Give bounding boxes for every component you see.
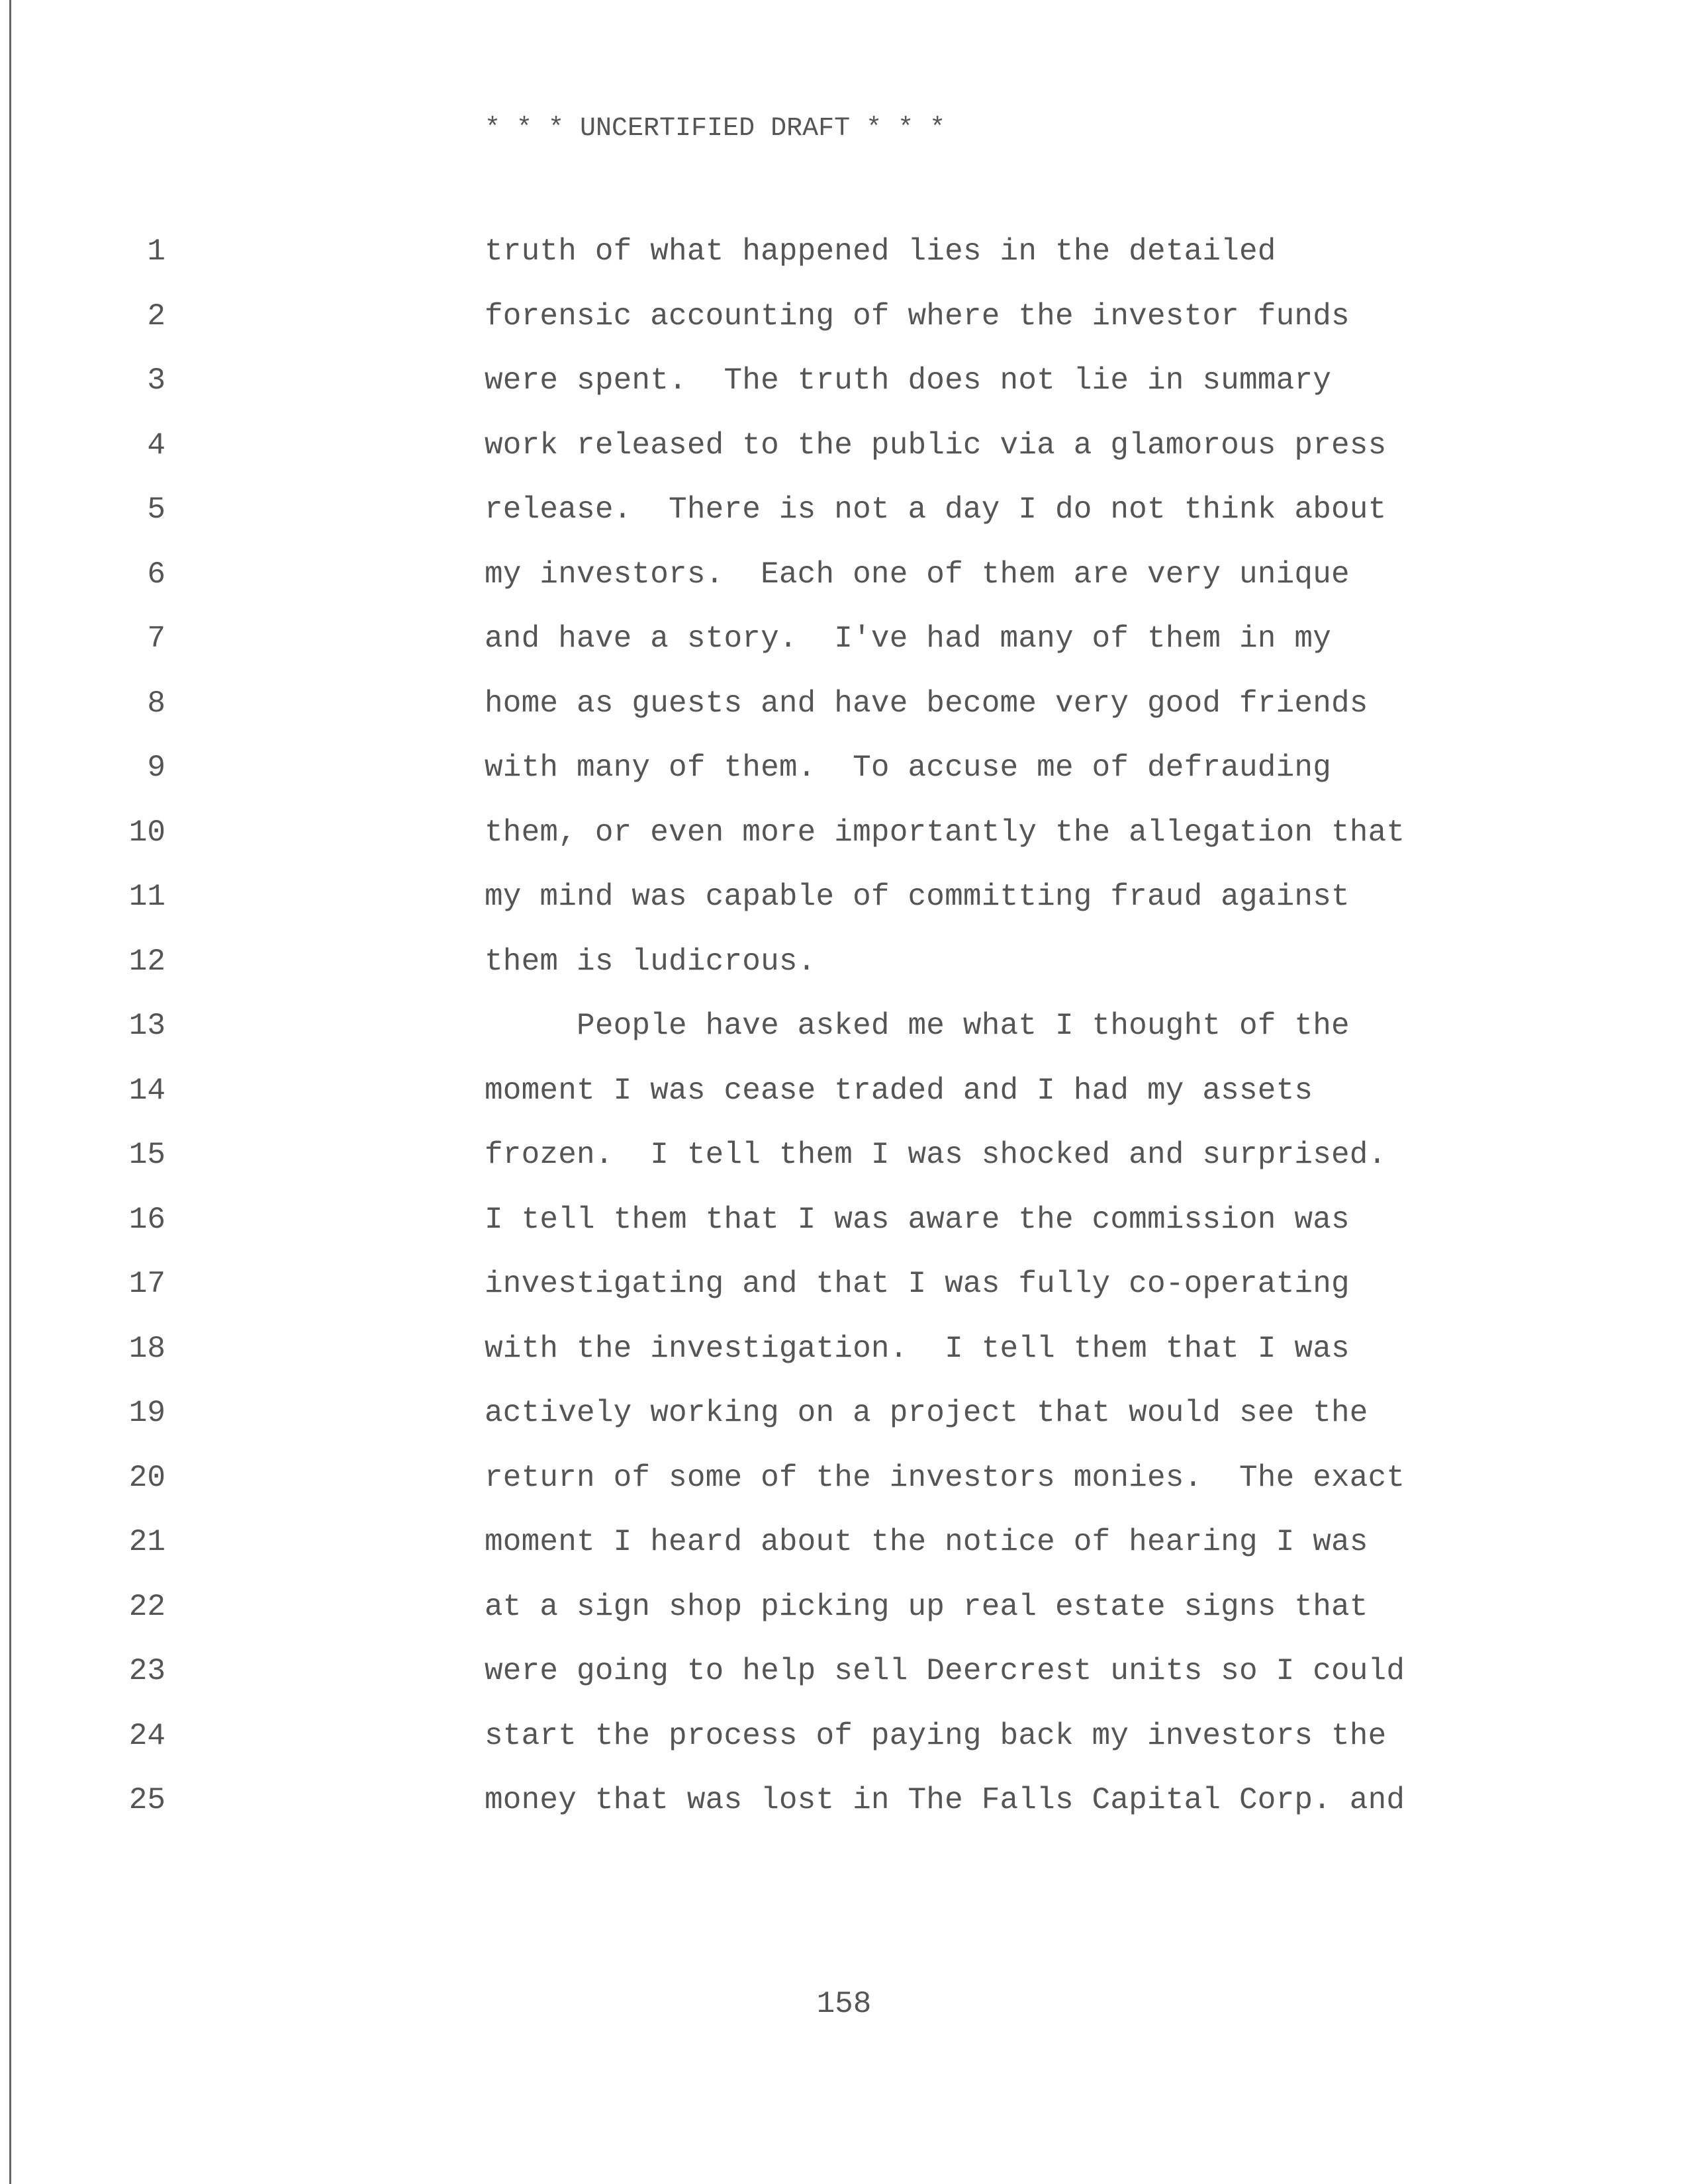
transcript-line [0, 296, 1688, 361]
transcript-line [0, 1716, 1688, 1781]
line-text: truth of what happened lies in the detailed [485, 234, 1276, 269]
line-number: 18 [128, 1331, 165, 1366]
line-text: with many of them. To accuse me of defrauding [485, 751, 1332, 785]
transcript-line [0, 1522, 1688, 1587]
line-number: 21 [128, 1525, 165, 1559]
transcript-line [0, 1200, 1688, 1265]
transcript-line [0, 1587, 1688, 1652]
transcript-line [0, 619, 1688, 684]
line-text: work released to the public via a glamorous press [485, 428, 1387, 463]
line-number: 10 [128, 815, 165, 850]
line-text: moment I was cease traded and I had my assets [485, 1073, 1313, 1108]
transcript-line [0, 1071, 1688, 1136]
line-number: 13 [128, 1009, 165, 1043]
transcript-line [0, 232, 1688, 296]
line-number: 15 [128, 1138, 165, 1172]
line-number: 3 [147, 363, 165, 398]
transcript-line [0, 1006, 1688, 1071]
transcript-line [0, 1458, 1688, 1523]
transcript-lines [0, 232, 1688, 1845]
line-text: with the investigation. I tell them that I was [485, 1331, 1350, 1366]
line-number: 12 [128, 944, 165, 979]
line-text: start the process of paying back my investors the [485, 1718, 1387, 1753]
line-number: 6 [147, 557, 165, 592]
line-number: 5 [147, 492, 165, 527]
line-text: were spent. The truth does not lie in summary [485, 363, 1332, 398]
transcript-line [0, 877, 1688, 942]
transcript-line [0, 1329, 1688, 1394]
transcript-line [0, 813, 1688, 878]
line-number: 4 [147, 428, 165, 463]
transcript-line [0, 490, 1688, 555]
transcript-line [0, 1135, 1688, 1200]
transcript-line [0, 684, 1688, 749]
line-number: 2 [147, 298, 165, 334]
line-number: 23 [128, 1654, 165, 1688]
line-number: 16 [128, 1202, 165, 1237]
line-text: them is ludicrous. [485, 944, 816, 979]
transcript-line [0, 1651, 1688, 1716]
transcript-line [0, 555, 1688, 619]
transcript-line [0, 748, 1688, 813]
line-number: 19 [128, 1396, 165, 1430]
line-text: investigating and that I was fully co-operating [485, 1267, 1350, 1301]
line-number: 24 [128, 1718, 165, 1753]
line-text: return of some of the investors monies. The exact [485, 1460, 1405, 1495]
transcript-line [0, 426, 1688, 490]
transcript-line [0, 361, 1688, 426]
line-number: 8 [147, 686, 165, 721]
line-number: 9 [147, 751, 165, 785]
line-number: 11 [128, 880, 165, 914]
line-text: People have asked me what I thought of the [485, 1009, 1350, 1043]
line-text: home as guests and have become very good friends [485, 686, 1368, 721]
line-text: my investors. Each one of them are very unique [485, 557, 1350, 592]
line-text: frozen. I tell them I was shocked and surprised. [485, 1138, 1387, 1172]
line-number: 25 [128, 1783, 165, 1817]
transcript-line [0, 942, 1688, 1007]
transcript-line [0, 1780, 1688, 1845]
transcript-line [0, 1393, 1688, 1458]
line-text: release. There is not a day I do not think about [485, 492, 1387, 527]
line-number: 17 [128, 1267, 165, 1301]
line-text: them, or even more importantly the allegation that [485, 815, 1405, 850]
draft-header: * * * UNCERTIFIED DRAFT * * * [485, 114, 946, 144]
line-text: moment I heard about the notice of hearing I was [485, 1525, 1368, 1559]
line-text: I tell them that I was aware the commission was [485, 1202, 1350, 1237]
line-text: at a sign shop picking up real estate signs that [485, 1589, 1368, 1624]
line-number: 22 [128, 1589, 165, 1624]
line-text: actively working on a project that would see the [485, 1396, 1368, 1430]
line-text: and have a story. I've had many of them in my [485, 621, 1332, 656]
line-text: were going to help sell Deercrest units so I could [485, 1654, 1405, 1688]
line-number: 20 [128, 1460, 165, 1495]
line-text: forensic accounting of where the investor funds [485, 298, 1350, 334]
line-number: 14 [128, 1073, 165, 1108]
page-number: 158 [816, 1987, 872, 2021]
transcript-line [0, 1264, 1688, 1329]
line-number: 7 [147, 621, 165, 656]
line-text: money that was lost in The Falls Capital Corp. and [485, 1783, 1405, 1817]
line-number: 1 [147, 234, 165, 269]
line-text: my mind was capable of committing fraud against [485, 880, 1350, 914]
